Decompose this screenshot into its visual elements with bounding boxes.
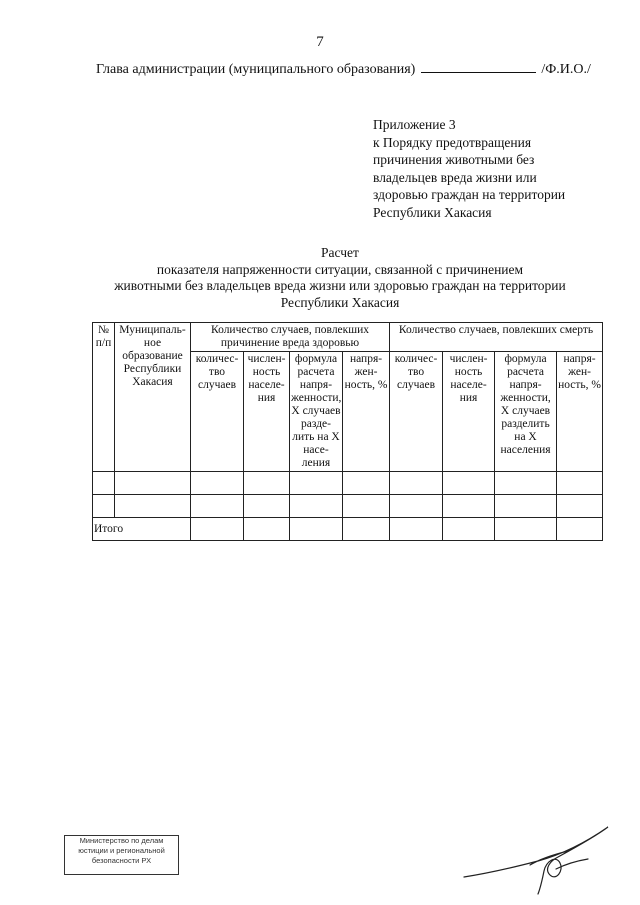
table-cell[interactable] (93, 495, 115, 518)
table-cell[interactable] (244, 518, 290, 541)
table-cell[interactable] (443, 495, 495, 518)
header-harm-population: числен-ность населе-ния (244, 352, 290, 472)
table-cell[interactable] (191, 472, 244, 495)
table-header-row (93, 323, 603, 352)
header-group-death: Количество случаев, повлекших смерть (390, 323, 603, 352)
title-line: животными без владельцев вреда жизни или здоровью граждан на территории (114, 278, 566, 293)
stamp-line: безопасности РХ (91, 856, 152, 865)
ministry-stamp (64, 835, 179, 875)
table-row (93, 472, 603, 495)
table-cell[interactable] (390, 518, 443, 541)
table-cell[interactable] (390, 495, 443, 518)
signature-label: Глава администрации (муниципального образования) (96, 62, 416, 77)
table-cell[interactable] (343, 518, 390, 541)
table-cell[interactable] (93, 472, 115, 495)
signature-line (96, 62, 591, 78)
header-death-tension: напря-жен-ность, % (557, 352, 603, 472)
header-death-formula: формула расчета напря-женности, Х случаев разделить на Х населения (495, 352, 557, 472)
appendix-line: причинения животными без (373, 152, 535, 167)
table-cell[interactable] (191, 495, 244, 518)
header-group-harm: Количество случаев, повлекших причинение вреда здоровью (191, 323, 390, 352)
header-death-cases: количес-тво случаев (390, 352, 443, 472)
title-line: показателя напряженности ситуации, связанной с причинением (156, 261, 524, 277)
table-cell[interactable] (290, 518, 343, 541)
header-num: № п/п (93, 323, 115, 472)
table-cell[interactable] (557, 472, 603, 495)
table-cell[interactable] (495, 495, 557, 518)
stamp-line: юстиции и региональной (78, 846, 165, 855)
signature-blank (421, 62, 536, 73)
calculation-table (92, 322, 603, 541)
header-harm-cases: количес-тво случаев (191, 352, 244, 472)
header-harm-formula: формула расчета напря-женности, Х случаев разде-лить на Х насе-ления (290, 352, 343, 472)
table-cell[interactable] (244, 472, 290, 495)
appendix-line: Приложение 3 (373, 117, 456, 132)
table-cell[interactable] (115, 495, 191, 518)
title-line: Республики Хакасия (280, 294, 400, 310)
table-total-row (93, 518, 603, 541)
header-harm-tension: напря-жен-ность, % (343, 352, 390, 472)
table-cell[interactable] (343, 495, 390, 518)
table-cell[interactable] (443, 472, 495, 495)
table-cell[interactable] (191, 518, 244, 541)
appendix-line: Республики Хакасия (373, 204, 492, 220)
table-cell[interactable] (290, 472, 343, 495)
table-row (93, 495, 603, 518)
header-municipality: Муниципаль-ное образование Республики Хакасия (115, 323, 191, 472)
table-cell[interactable] (495, 472, 557, 495)
appendix-line: здоровью граждан на территории (373, 187, 566, 202)
appendix-line: владельцев вреда жизни или (373, 169, 537, 185)
header-death-population: числен-ность населе-ния (443, 352, 495, 472)
table-cell[interactable] (557, 495, 603, 518)
table-cell[interactable] (495, 518, 557, 541)
handwritten-signature (460, 815, 615, 895)
stamp-line: Министерство по делам (79, 836, 164, 845)
table-cell[interactable] (443, 518, 495, 541)
table-cell[interactable] (557, 518, 603, 541)
total-label: Итого (93, 518, 191, 541)
table-cell[interactable] (343, 472, 390, 495)
table-cell[interactable] (390, 472, 443, 495)
table-cell[interactable] (290, 495, 343, 518)
table-cell[interactable] (244, 495, 290, 518)
document-title (80, 245, 600, 311)
signature-suffix: /Ф.И.О./ (541, 62, 591, 77)
table-cell[interactable] (115, 472, 191, 495)
page-number: 7 (316, 34, 324, 50)
appendix-line: к Порядку предотвращения (373, 134, 532, 150)
appendix-note (373, 116, 565, 221)
title-heading: Расчет (321, 245, 359, 260)
